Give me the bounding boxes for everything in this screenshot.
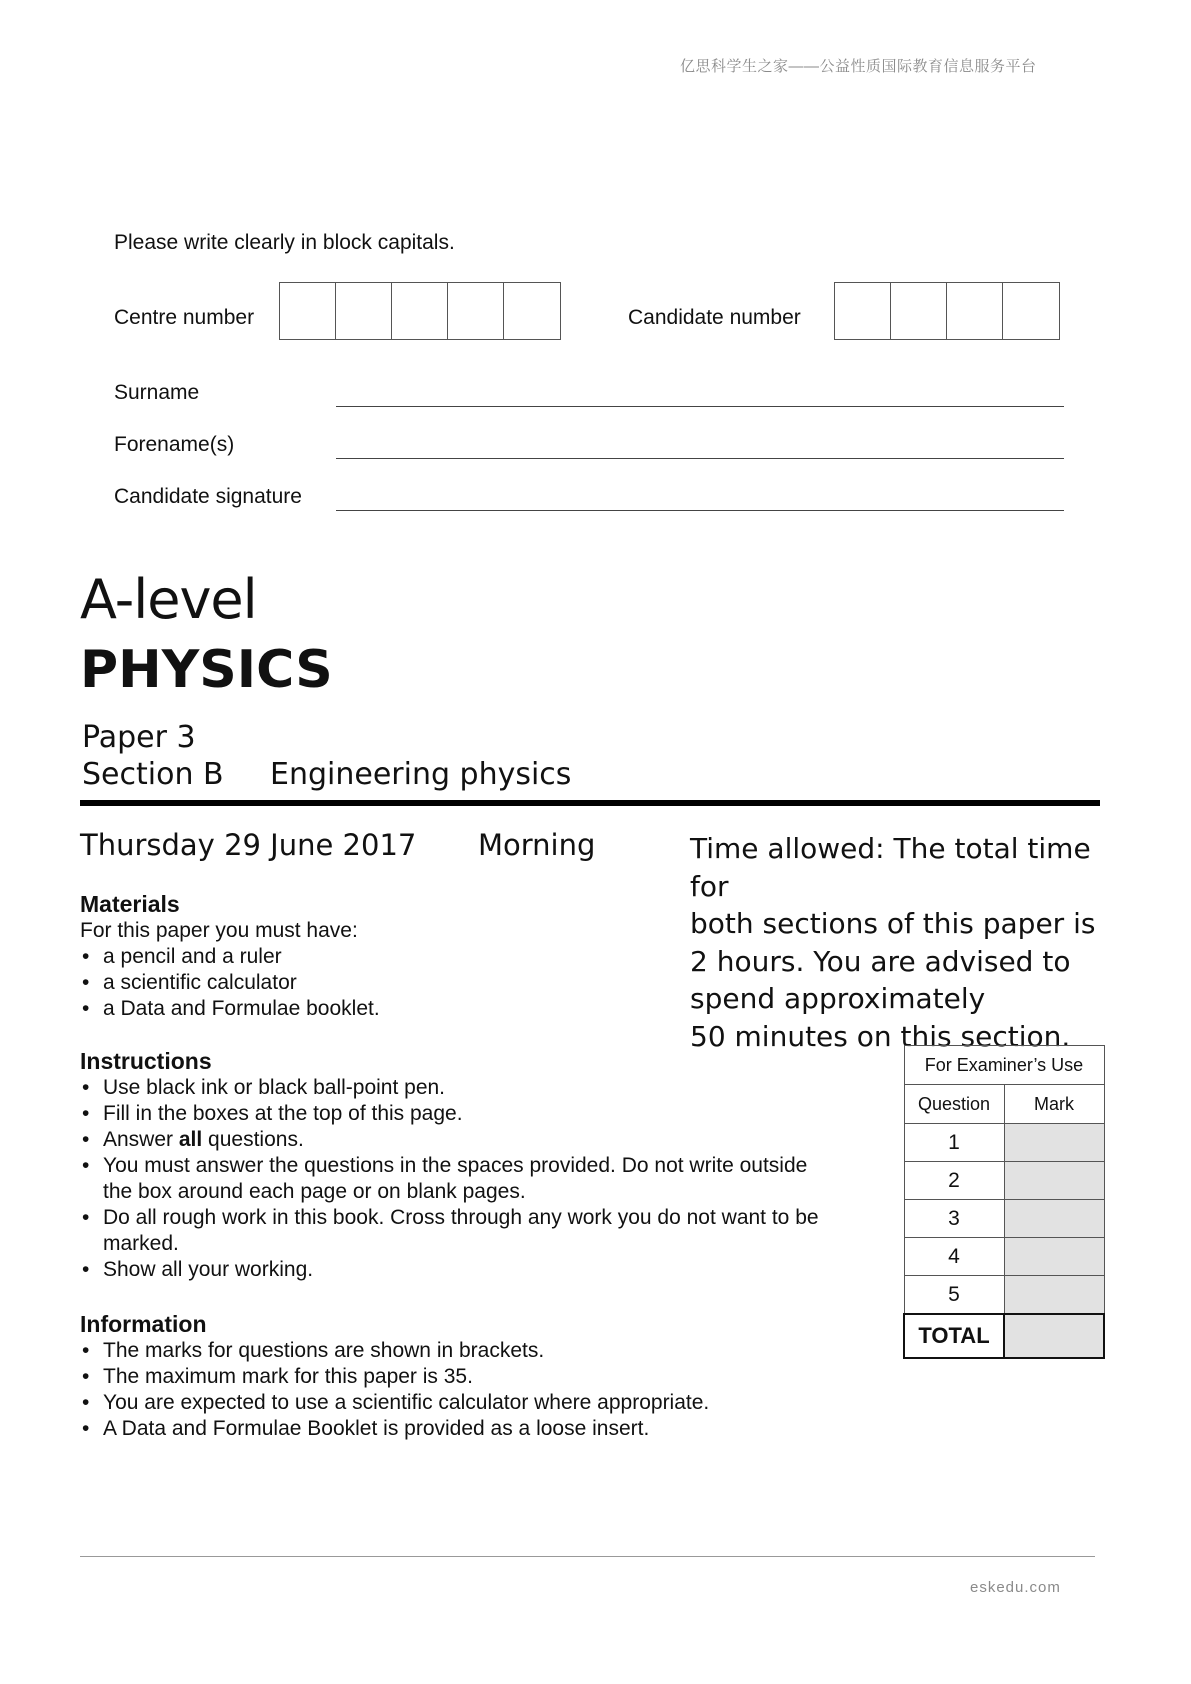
section-label: Section B bbox=[82, 757, 224, 792]
list-item: • The marks for questions are shown in brackets. bbox=[80, 1338, 820, 1364]
instructions-list bbox=[80, 1075, 820, 1283]
information-list bbox=[80, 1338, 820, 1442]
centre-number-box[interactable] bbox=[504, 283, 560, 339]
title-rule bbox=[80, 800, 1100, 806]
information-heading: Information bbox=[80, 1311, 207, 1337]
examiner-table-header: For Examiner’s Use bbox=[904, 1046, 1104, 1085]
list-item: • a pencil and a ruler bbox=[80, 944, 820, 970]
information-block bbox=[80, 1311, 820, 1442]
list-item: • You are expected to use a scientific calculator where appropriate. bbox=[80, 1390, 820, 1416]
instructions-heading: Instructions bbox=[80, 1048, 212, 1074]
mark-cell bbox=[1004, 1162, 1104, 1200]
question-number: 4 bbox=[904, 1238, 1004, 1276]
candidate-number-label: Candidate number bbox=[628, 306, 801, 329]
mark-cell bbox=[1004, 1238, 1104, 1276]
examiner-use-table bbox=[903, 1045, 1105, 1359]
materials-block bbox=[80, 891, 820, 1022]
qualification-level: A-level bbox=[80, 568, 257, 631]
list-item: • Show all your working. bbox=[80, 1257, 820, 1283]
section-topic: Engineering physics bbox=[270, 757, 572, 792]
emphasis-all: all bbox=[178, 1128, 203, 1151]
centre-number-box[interactable] bbox=[336, 283, 392, 339]
exam-date: Thursday 29 June 2017 bbox=[80, 828, 417, 862]
total-mark-cell bbox=[1004, 1314, 1104, 1358]
time-line: 2 hours. You are advised to bbox=[690, 944, 1071, 978]
signature-label: Candidate signature bbox=[114, 485, 302, 508]
surname-label: Surname bbox=[114, 381, 200, 404]
materials-heading: Materials bbox=[80, 891, 180, 917]
mark-cell bbox=[1004, 1200, 1104, 1238]
centre-number-boxes[interactable] bbox=[279, 282, 561, 340]
question-number: 5 bbox=[904, 1276, 1004, 1315]
mark-cell bbox=[1004, 1276, 1104, 1315]
candidate-number-box[interactable] bbox=[891, 283, 947, 339]
materials-intro: For this paper you must have: bbox=[80, 919, 358, 942]
centre-number-box[interactable] bbox=[448, 283, 504, 339]
list-item bbox=[80, 1127, 820, 1153]
forename-line[interactable] bbox=[336, 458, 1064, 459]
list-item: • The maximum mark for this paper is 35. bbox=[80, 1364, 820, 1390]
paper-number: Paper 3 bbox=[82, 720, 196, 755]
time-line: both sections of this paper is bbox=[690, 907, 1096, 940]
list-item: • You must answer the questions in the spaces provided. Do not write outside the box around each page or on blank pages. bbox=[80, 1153, 820, 1205]
exam-session: Morning bbox=[478, 828, 596, 862]
question-column-header: Question bbox=[904, 1085, 1004, 1124]
watermark-text: 亿思科学生之家——公益性质国际教育信息服务平台 bbox=[680, 58, 1037, 75]
forename-label: Forename(s) bbox=[114, 433, 235, 456]
mark-cell bbox=[1004, 1124, 1104, 1162]
list-item: • A Data and Formulae Booklet is provided as a loose insert. bbox=[80, 1416, 820, 1442]
list-item: • Use black ink or black ball-point pen. bbox=[80, 1075, 820, 1101]
materials-list bbox=[80, 944, 820, 1022]
centre-number-box[interactable] bbox=[392, 283, 448, 339]
time-line: spend approximately bbox=[690, 982, 986, 1015]
centre-number-label: Centre number bbox=[114, 306, 255, 329]
candidate-number-boxes[interactable] bbox=[834, 282, 1060, 340]
instructions-block bbox=[80, 1048, 820, 1283]
form-instruction: Please write clearly in block capitals. bbox=[114, 231, 455, 254]
total-label: TOTAL bbox=[904, 1314, 1004, 1358]
question-number: 2 bbox=[904, 1162, 1004, 1200]
question-number: 1 bbox=[904, 1124, 1004, 1162]
subject-title: PHYSICS bbox=[80, 640, 333, 700]
answer-all-text: Answer all questions. bbox=[103, 1128, 304, 1151]
footer-text: eskedu.com bbox=[970, 1579, 1061, 1596]
question-number: 3 bbox=[904, 1200, 1004, 1238]
candidate-number-box[interactable] bbox=[1003, 283, 1059, 339]
list-item: • a Data and Formulae booklet. bbox=[80, 996, 820, 1022]
list-item: • a scientific calculator bbox=[80, 970, 820, 996]
list-item: • Fill in the boxes at the top of this page. bbox=[80, 1101, 820, 1127]
candidate-number-box[interactable] bbox=[835, 283, 891, 339]
mark-column-header: Mark bbox=[1004, 1085, 1104, 1124]
footer-rule bbox=[80, 1556, 1095, 1557]
surname-line[interactable] bbox=[336, 406, 1064, 407]
list-item: • Do all rough work in this book. Cross through any work you do not want to be marked. bbox=[80, 1205, 820, 1257]
signature-line[interactable] bbox=[336, 510, 1064, 511]
centre-number-box[interactable] bbox=[280, 283, 336, 339]
time-line: Time allowed: The total time for bbox=[690, 832, 1091, 903]
time-line: 50 minutes on this section. bbox=[690, 1019, 1071, 1053]
candidate-number-box[interactable] bbox=[947, 283, 1003, 339]
